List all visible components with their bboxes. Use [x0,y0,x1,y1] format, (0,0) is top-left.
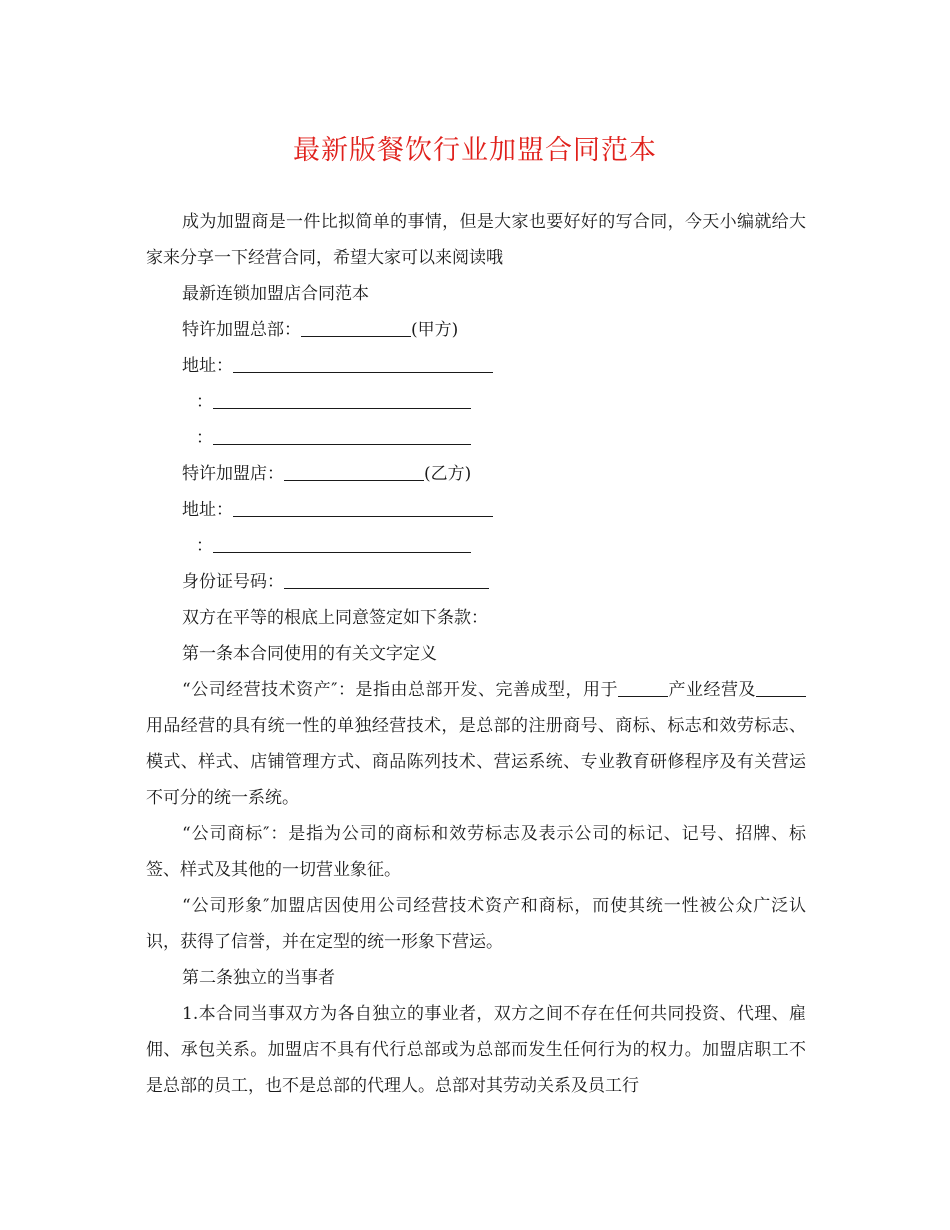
definition-company-image: “公司形象″加盟店因使用公司经营技术资产和商标，而使其统一性被公众广泛认识，获得了信誉，并在定型的统一形象下营运。 [146,896,806,952]
document-title: 最新版餐饮行业加盟合同范本 [293,135,657,166]
party-b-line2-label: ： [196,536,213,556]
party-a-line [146,312,806,348]
article2-heading: 第二条独立的当事者 [182,968,335,988]
party-a-line3-label: ： [196,428,213,448]
party-a-line2-label: ： [196,392,213,412]
party-b-blank [284,458,424,481]
party-a-suffix: (甲方) [411,320,459,340]
party-b-suffix: (乙方) [424,464,472,484]
definition-tech-assets-mid: 产业经营及 [668,680,757,700]
party-b-address-line [146,492,806,528]
party-b-address-label: 地址： [182,500,233,520]
party-a-line2 [146,384,806,420]
party-a-line3-blank [213,422,471,445]
party-b-id-line [146,564,806,600]
party-a-address-line [146,348,806,384]
party-b-line [146,456,806,492]
party-a-blank [301,314,411,337]
contract-subtitle: 最新连锁加盟店合同范本 [182,284,369,304]
definition-tech-assets-end: 用品经营的具有统一性的单独经营技术，是总部的注册商号、商标、标志和效劳标志、模式、样式、店铺管理方式、商品陈列技术、营运系统、专业教育研修程序及有关营运不可分的统一系统。 [146,716,806,808]
definition-tech-assets-start: “公司经营技术资产″：是指由总部开发、完善成型，用于 [182,680,619,700]
industry-blank-2 [756,674,806,697]
industry-blank-1 [618,674,668,697]
party-b-address-blank [233,494,493,517]
party-b-line2-blank [213,530,471,553]
party-b-label: 特许加盟店： [182,464,284,484]
definition-tech-assets [146,672,806,816]
party-a-line3 [146,420,806,456]
party-a-label: 特许加盟总部： [182,320,301,340]
party-a-address-blank [233,350,493,373]
party-b-line2 [146,528,806,564]
party-b-id-blank [284,566,489,589]
party-a-line2-blank [213,386,471,409]
article1-heading: 第一条本合同使用的有关文字定义 [182,644,437,664]
definition-trademark: “公司商标″：是指为公司的商标和效劳标志及表示公司的标记、记号、招牌、标签、样式及其他的一切营业象征。 [146,824,806,880]
intro-paragraph: 成为加盟商是一件比拟简单的事情，但是大家也要好好的写合同，今天小编就给大家来分享一下经营合同，希望大家可以来阅读哦 [146,212,806,268]
document-body [146,204,806,1104]
article2-item1: 1.本合同当事双方为各自独立的事业者，双方之间不存在任何共同投资、代理、雇佣、承包关系。加盟店不具有代行总部或为总部而发生任何行为的权力。加盟店职工不是总部的员工，也不是总部的代理人。总部对其劳动关系及员工行 [146,1004,806,1096]
party-b-id-label: 身份证号码： [182,572,284,592]
agreement-statement: 双方在平等的根底上同意签定如下条款： [182,608,488,628]
party-a-address-label: 地址： [182,356,233,376]
